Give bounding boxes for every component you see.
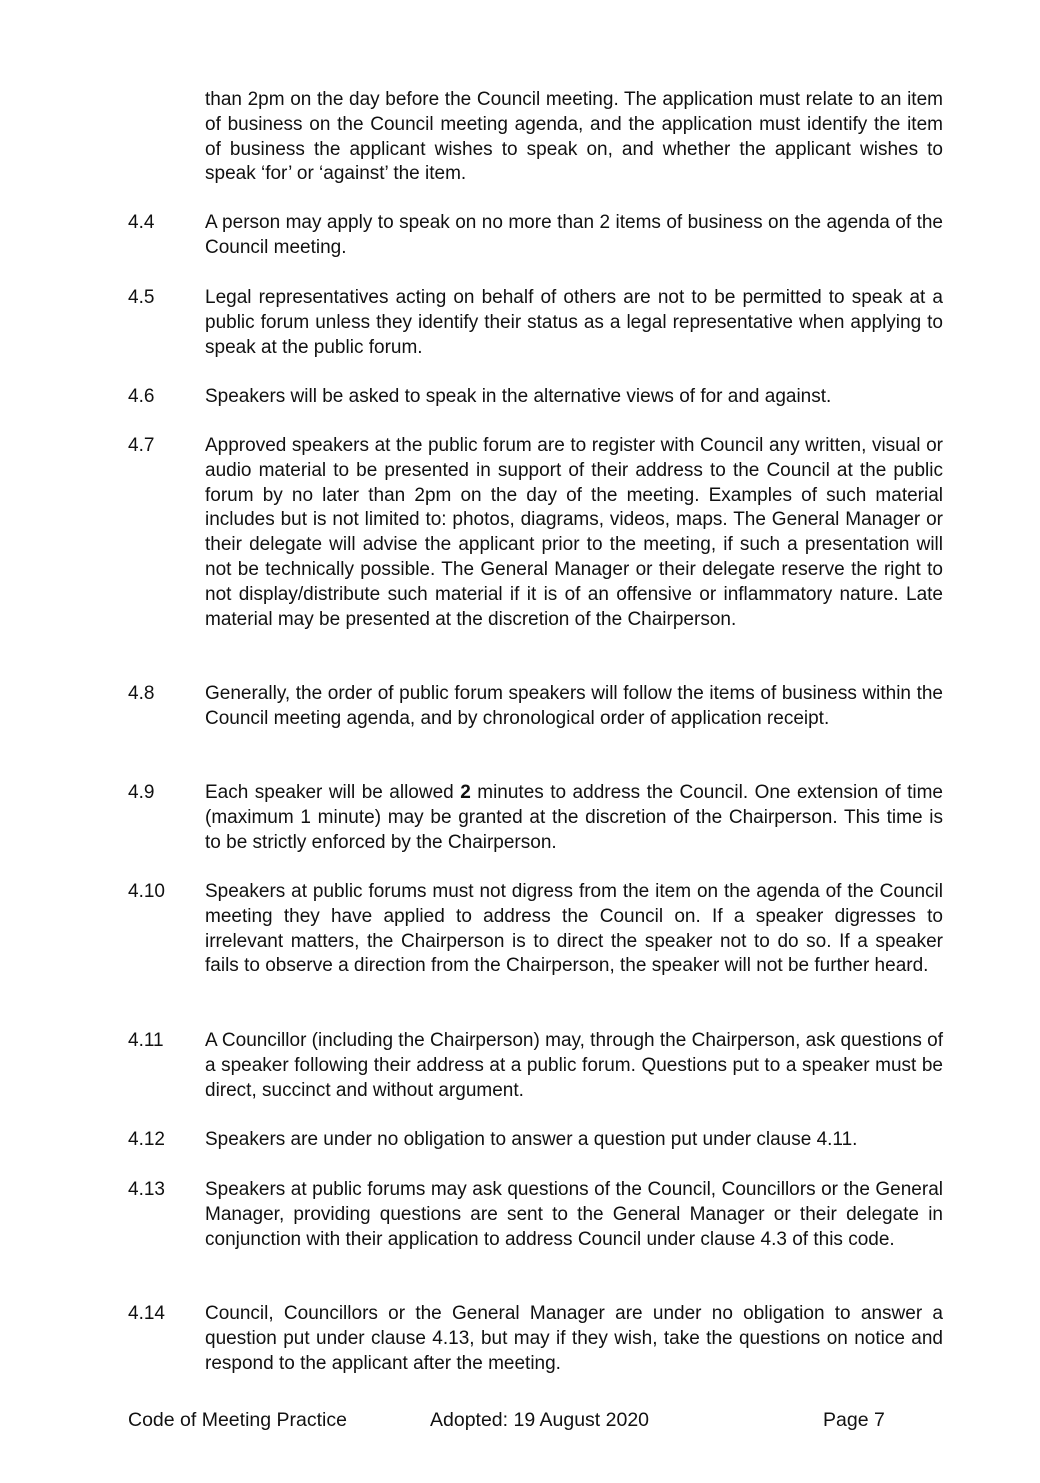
clause-number: 4.7 — [128, 435, 155, 456]
clause-text: Generally, the order of public forum speakers will follow the items of business within the Council meeting agenda, and by chronological order of application receipt. — [205, 683, 943, 729]
clause-text: Speakers at public forums may ask questions of the Council, Councillors or the General Manager, providing questions are sent to the General Manager or their delegate in conjunction with their application to address Council under clause 4.3 of this code. — [205, 1179, 943, 1250]
bold-minutes-value: 2 — [460, 782, 471, 803]
clause-text: Legal representatives acting on behalf of others are not to be permitted to speak at a public forum unless they identify their status as a legal representative when applying to speak at the public forum. — [205, 287, 943, 358]
footer-adopted-date: Adopted: 19 August 2020 — [430, 1409, 650, 1431]
clause-number: 4.13 — [128, 1179, 165, 1200]
clause-number: 4.6 — [128, 386, 155, 407]
clause-text: Council, Councillors or the General Manager are under no obligation to answer a question put under clause 4.13, but may if they wish, take the questions on notice and respond to the applicant after the meeting. — [205, 1303, 943, 1374]
footer-page-number: Page 7 — [823, 1409, 885, 1431]
clause-number: 4.8 — [128, 683, 155, 704]
clause-text: A person may apply to speak on no more than 2 items of business on the agenda of the Council meeting. — [205, 212, 943, 258]
clause-text-start: Each speaker will be allowed — [205, 782, 461, 803]
clause-number: 4.14 — [128, 1303, 165, 1324]
clause-text: than 2pm on the day before the Council meeting. The application must relate to an item of business on the Council meeting agenda, and the application must identify the item of business the applicant wishes to speak on, and whether the applicant wishes to speak ‘for’ or ‘against’ the item. — [205, 89, 943, 185]
clause-number: 4.4 — [128, 212, 155, 233]
clause-text-end: minutes to address the Council. One extension of time (maximum 1 minute) may be granted at the discretion of the Chairperson. This time is to be strictly enforced by the Chairperson. — [205, 782, 943, 853]
clause-number: 4.11 — [128, 1030, 164, 1051]
clause-number: 4.12 — [128, 1129, 165, 1150]
clause-text — [205, 781, 943, 855]
clause-text: Speakers will be asked to speak in the alternative views of for and against. — [205, 386, 832, 407]
clause-number: 4.9 — [128, 782, 155, 803]
clause-text: Speakers at public forums must not digress from the item on the agenda of the Council meeting they have applied to address the Council on. If a speaker digresses to irrelevant matters, the Chairperson is to direct the speaker not to do so. If a speaker fails to observe a direction from the Chairperson, the speaker will not be further heard. — [205, 881, 943, 977]
clause-text: Approved speakers at the public forum are to register with Council any written, visual or audio material to be presented in support of their address to the Council at the public forum by no later than 2pm on the day of the meeting. Examples of such material includes but is not limited to: photos, diagrams, videos, maps. The General Manager or their delegate will advise the applicant prior to the meeting, if such a presentation will not be technically possible. The General Manager or their delegate reserve the right to not display/distribute such material if it is of an offensive or inflammatory nature. Late material may be presented at the discretion of the Chairperson. — [205, 435, 943, 630]
clause-text: Speakers are under no obligation to answer a question put under clause 4.11. — [205, 1129, 858, 1150]
footer-document-title: Code of Meeting Practice — [128, 1409, 347, 1431]
clause-number: 4.10 — [128, 881, 165, 902]
clause-number: 4.5 — [128, 287, 155, 308]
clause-text: A Councillor (including the Chairperson) may, through the Chairperson, ask questions of a speaker following their address at a public forum. Questions put to a speaker must be direct, succinct and without argument. — [205, 1030, 943, 1101]
